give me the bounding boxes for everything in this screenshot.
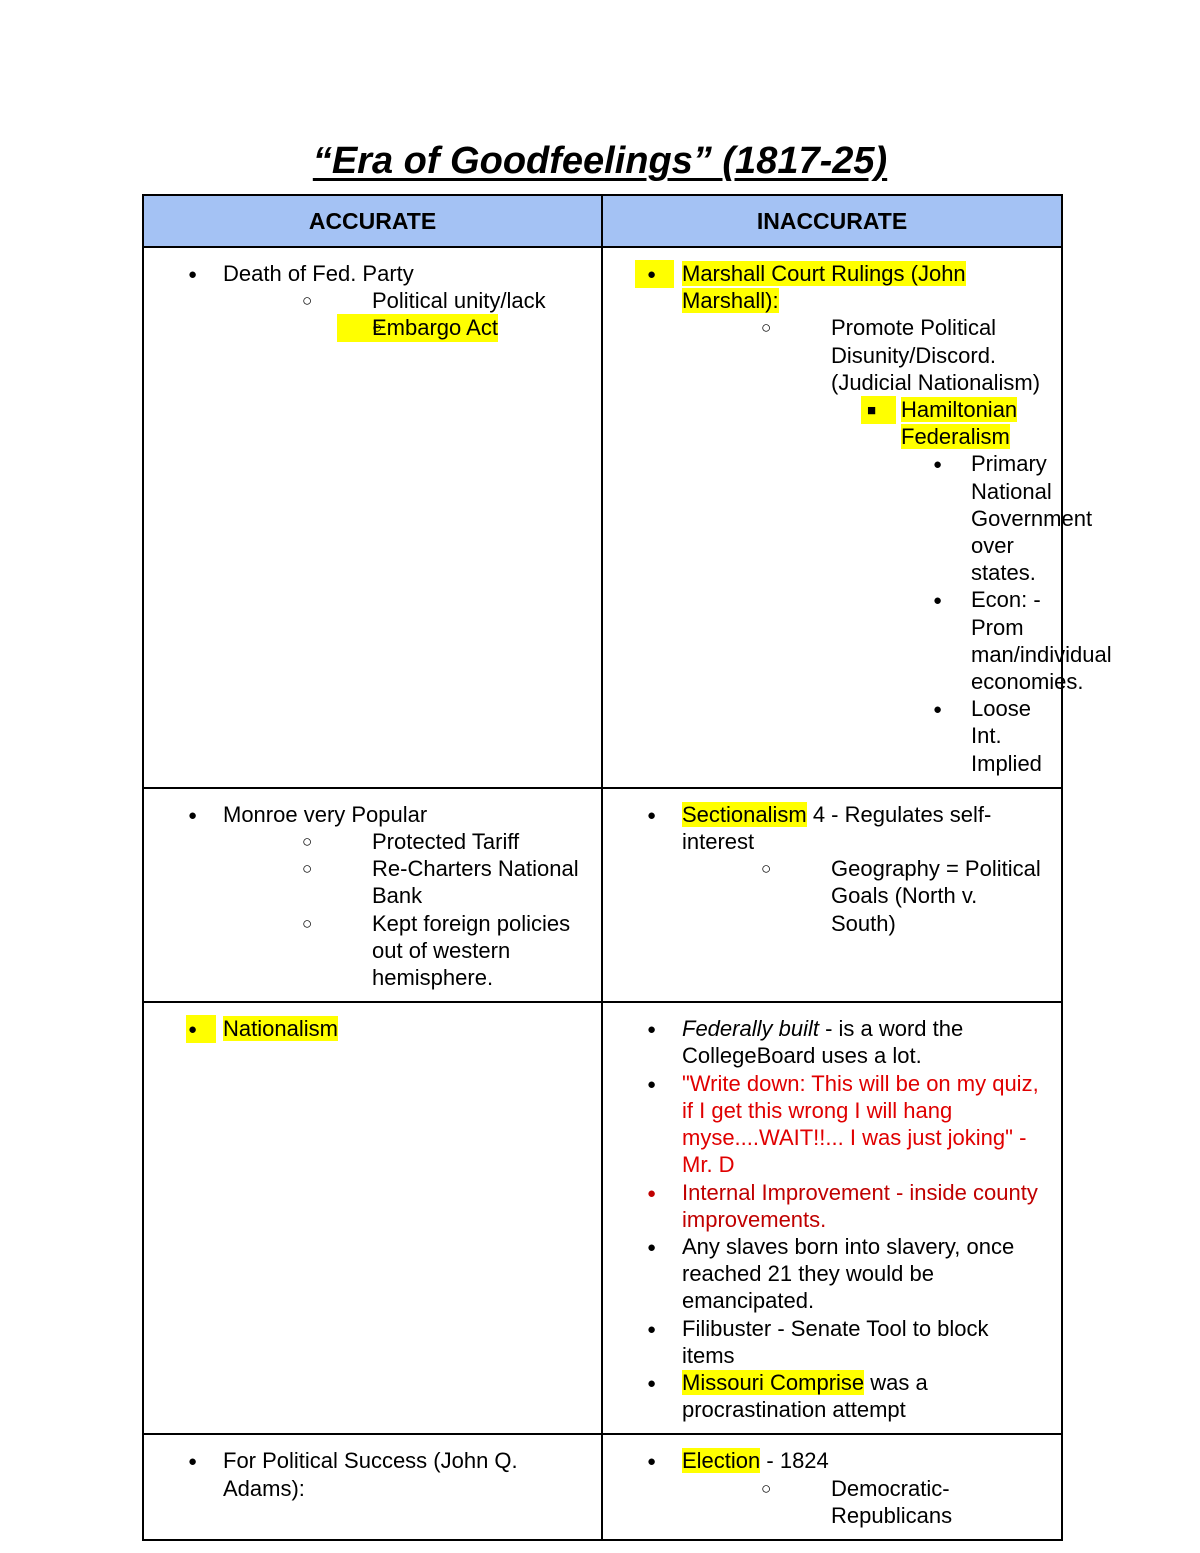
- table-row: [143, 1434, 1062, 1540]
- notes-table: [142, 194, 1112, 1541]
- circle-bullet-icon: [761, 855, 771, 882]
- list-item: ● Filibuster - Senate Tool to block items: [603, 1315, 1047, 1369]
- cell-accurate: [143, 788, 602, 1002]
- list-item: ● Election - 1824 ○ Democratic-Republicans: [603, 1447, 1047, 1529]
- bullet-icon: [188, 1447, 197, 1475]
- list-item: ● For Political Success (John Q. Adams):: [144, 1447, 587, 1501]
- list-item: ● Nationalism: [144, 1015, 587, 1042]
- page-title: “Era of Goodfeelings” (1817-25): [312, 140, 888, 182]
- list-item: ○ Democratic-Republicans: [761, 1475, 1047, 1529]
- table-row: [143, 1002, 1062, 1434]
- bullet-icon: [933, 586, 942, 614]
- list-item: ● "Write down: This will be on my quiz, if I get this wrong I will hang myse....WAIT!!... I was just joking" - Mr. D: [603, 1070, 1047, 1179]
- list-item: ● Marshall Court Rulings (John Marshall): ○ Promote Political Disunity/Discord. (Judicial Nationalism) ■ Hamiltonian Federalism ● Primary National Government over states. ● Econ: -Prom man/individual economies. ● Loose Int. Implied: [603, 260, 1047, 777]
- list-item: ● Econ: -Prom man/individual economies.: [901, 586, 1047, 695]
- cell-accurate: [143, 1002, 602, 1434]
- list-item: ● Monroe very Popular ○ Protected Tariff ○ Re-Charters National Bank ○ Kept foreign policies out of western hemisphere.: [144, 801, 587, 991]
- list-item: ● Loose Int. Implied: [901, 695, 1047, 777]
- circle-bullet-icon: [302, 287, 312, 314]
- circle-bullet-icon: [302, 910, 312, 937]
- cell-inaccurate: [602, 788, 1062, 1002]
- list-item: ● Any slaves born into slavery, once reached 21 they would be emancipated.: [603, 1233, 1047, 1315]
- bullet-icon: [188, 801, 197, 829]
- list-item: ● Federally built - is a word the CollegeBoard uses a lot.: [603, 1015, 1047, 1069]
- bullet-icon: [647, 1015, 656, 1043]
- circle-bullet-icon: [302, 855, 312, 882]
- list-item: ○ Promote Political Disunity/Discord. (Judicial Nationalism) ■ Hamiltonian Federalism ● Primary National Government over states. ● Econ: -Prom man/individual economies. ● Loose Int. Implied: [761, 314, 1047, 776]
- cell-inaccurate: [602, 1434, 1062, 1540]
- list-item: ○ Kept foreign policies out of western hemisphere.: [302, 910, 587, 992]
- circle-bullet-icon: [761, 314, 771, 341]
- bullet-icon: [647, 1179, 656, 1207]
- list-item: ○ Political unity/lack: [302, 287, 587, 314]
- list-item: ● Internal Improvement - inside county improvements.: [603, 1179, 1047, 1233]
- circle-bullet-icon: [761, 1475, 771, 1502]
- list-item: ■ Hamiltonian Federalism ● Primary National Government over states. ● Econ: -Prom man/individual economies. ● Loose Int. Implied: [831, 396, 1047, 777]
- bullet-icon: [933, 450, 942, 478]
- bullet-icon: [933, 695, 942, 723]
- list-item: ○ Embargo Act: [302, 314, 587, 341]
- header-accurate: ACCURATE: [143, 195, 602, 247]
- list-item: ● Death of Fed. Party ○ Political unity/lack ○ Embargo Act: [144, 260, 587, 342]
- bullet-icon: [647, 1315, 656, 1343]
- cell-inaccurate: [602, 247, 1112, 788]
- bullet-icon: [635, 260, 674, 288]
- table-row: [143, 247, 1062, 788]
- list-item: ● Missouri Comprise was a procrastination attempt: [603, 1369, 1047, 1423]
- cell-accurate: [143, 247, 602, 788]
- bullet-icon: [647, 801, 656, 829]
- list-item: ● Primary National Government over states.: [901, 450, 1047, 586]
- list-item: ○ Geography = Political Goals (North v. South): [761, 855, 1047, 937]
- circle-bullet-icon: [372, 314, 382, 341]
- header-inaccurate: INACCURATE: [602, 195, 1062, 247]
- cell-accurate: [143, 1434, 602, 1540]
- bullet-icon: [186, 1015, 216, 1043]
- header-row: [143, 195, 1062, 247]
- square-bullet-icon: [861, 396, 896, 424]
- circle-bullet-icon: [302, 828, 312, 855]
- bullet-icon: [647, 1070, 656, 1098]
- list-item: ● Sectionalism 4 - Regulates self-interest ○ Geography = Political Goals (North v. South): [603, 801, 1047, 937]
- list-item: ○ Protected Tariff: [302, 828, 587, 855]
- bullet-icon: [188, 260, 197, 288]
- cell-inaccurate: [602, 1002, 1062, 1434]
- table-row: [143, 788, 1062, 1002]
- bullet-icon: [647, 1447, 656, 1475]
- list-item: ○ Re-Charters National Bank: [302, 855, 587, 909]
- bullet-icon: [647, 1233, 656, 1261]
- bullet-icon: [647, 1369, 656, 1397]
